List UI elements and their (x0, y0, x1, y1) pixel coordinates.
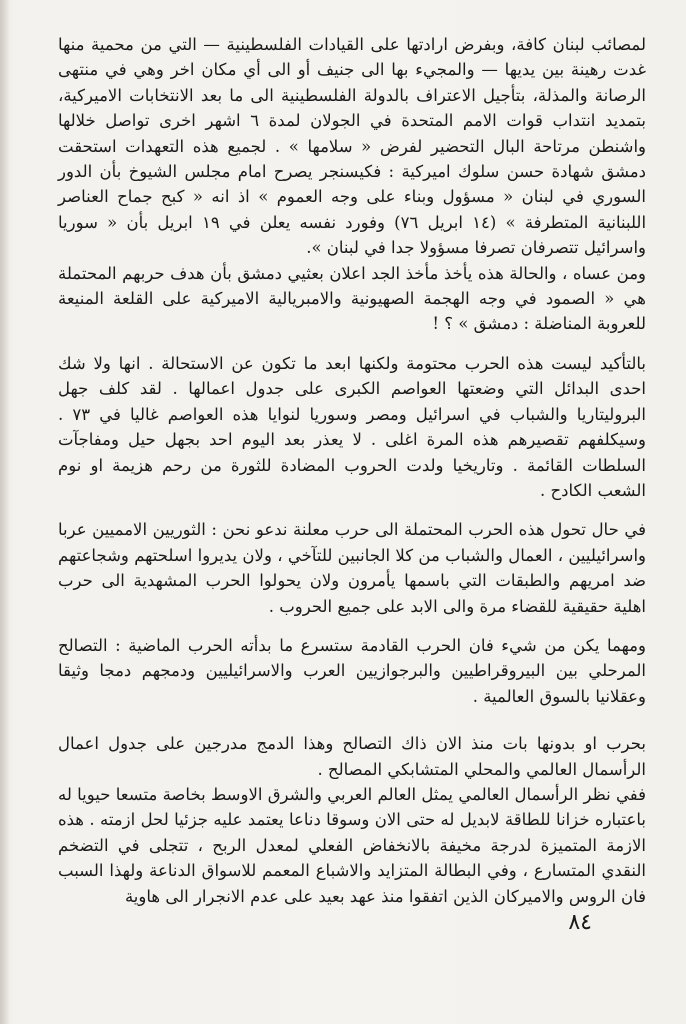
paragraph-continuation: لمصائب لبنان كافة، وبفرض ارادتها على القيادات الفلسطينية — التي من محمية منها غدت رهينة بين يديها — والمجيء بها الى جنيف أو الى أي مكان اخر وهي في منتهى الرصانة والمذلة، بتأجيل الاعتراف بالدولة الفلسطينية الى ما بعد الانتخابات الاميركية، بتمديد انتداب قوات الامم المتحدة في الجولان لمدة ٦ اشهر اخرى تواصل خلالها واشنطن مرتاحة البال التحضير لفرض « سلامها » . لجميع هذه التعهدات استحقت دمشق شهادة حسن سلوك اميركية : فكيسنجر يصرح امام مجلس الشيوخ بأن الدور السوري في لبنان « مسؤول وبناء على وجه العموم » اذ انه « كبح جماح العناصر اللبنانية المتطرفة » (١٤ ابريل ٧٦) وفورد نفسه يعلن في ١٩ ابريل بأن « سوريا واسرائيل تتصرفان تصرفا مسؤولا جدا في لبنان ». (58, 35, 647, 258)
paragraph-damascus-war-aims: ومن عساه ، والحالة هذه يأخذ مأخذ الجد اعلان بعثيي دمشق بأن هدف حربهم المحتملة هي « الصمود في وجه الهجمة الصهيونية والامبريالية الاميركية على القلعة المنيعة للعروبة المناضلة : دمشق » ؟ ! (58, 263, 646, 334)
paragraph-call-to-internationalists: في حال تحول هذه الحرب المحتملة الى حرب معلنة ندعو نحن : الثوريين الامميين عربا واسرائيليين ، العمال والشباب من كلا الجانبين للتآخي ، ولان يديروا اسلحتهم وشجاعتهم ضد امريهم والطبقات التي باسمها يأمرون ولان يحولوا الحرب المشهدية الى حرب اهلية حقيقية للقضاء مرة والى الابد على جميع الحروب . (58, 520, 646, 616)
paragraph-reconciliation: بحرب او بدونها بات منذ الان ذاك التصالح وهذا الدمج مدرجين على جدول اعمال الرأسمال العالمي والمحلي المتشابكي المصالح . (58, 734, 646, 779)
paragraph-war-not-inevitable: بالتأكيد ليست هذه الحرب محتومة ولكنها ابعد ما تكون عن الاستحالة . انها ولا شك احدى البدائل التي وضعتها العواصم الكبرى على جدول اعمالها . لقد كلف جهل البروليتاريا والشباب في اسرائيل ومصر وسوريا لنوايا هذه العواصم غاليا في ٧٣ . وسيكلفهم تقصيرهم هذه المرة اغلى . لا يعذر بعد اليوم احد بجهل حيل ومفاجآت السلطات القائمة . وتاريخيا ولدت الحروب المضادة للثورة من رحم هزيمة او نوم الشعب الكادح . (58, 353, 646, 500)
paragraph-world-capital: ففي نظر الرأسمال العالمي يمثل العالم العربي والشرق الاوسط بخاصة متسعا حيويا له باعتباره خزانا للطاقة لابديل له حتى الان وسوقا دناعا يعتمد عليه جزئيا لحل ازمته . هذه الازمة المتميزة لدرجة مخيفة بالانخفاض الفعلي لمعدل الربح ، تتجلى في التضخم النقدي المتسارع ، وفي البطالة المتزايد والاشباع المعمم للاسواق الدناعة ولهذا السبب فان الروس والاميركان الذين اتفقوا منذ عهد بعيد على عدم الانجرار الى هاوية (58, 784, 646, 906)
paragraph-coming-war: ومهما يكن من شيء فان الحرب القادمة ستسرع ما بدأته الحرب الماضية : التصالح المرحلي بين البيروقراطيين والبرجوازيين العرب والاسرائيليين ودمجهم دمجا وثيقا وعقلانيا بالسوق العالمية . (58, 635, 646, 706)
page-body-text (58, 32, 646, 909)
page-number: ٨٤ (568, 910, 592, 935)
binding-shadow (0, 0, 10, 1024)
